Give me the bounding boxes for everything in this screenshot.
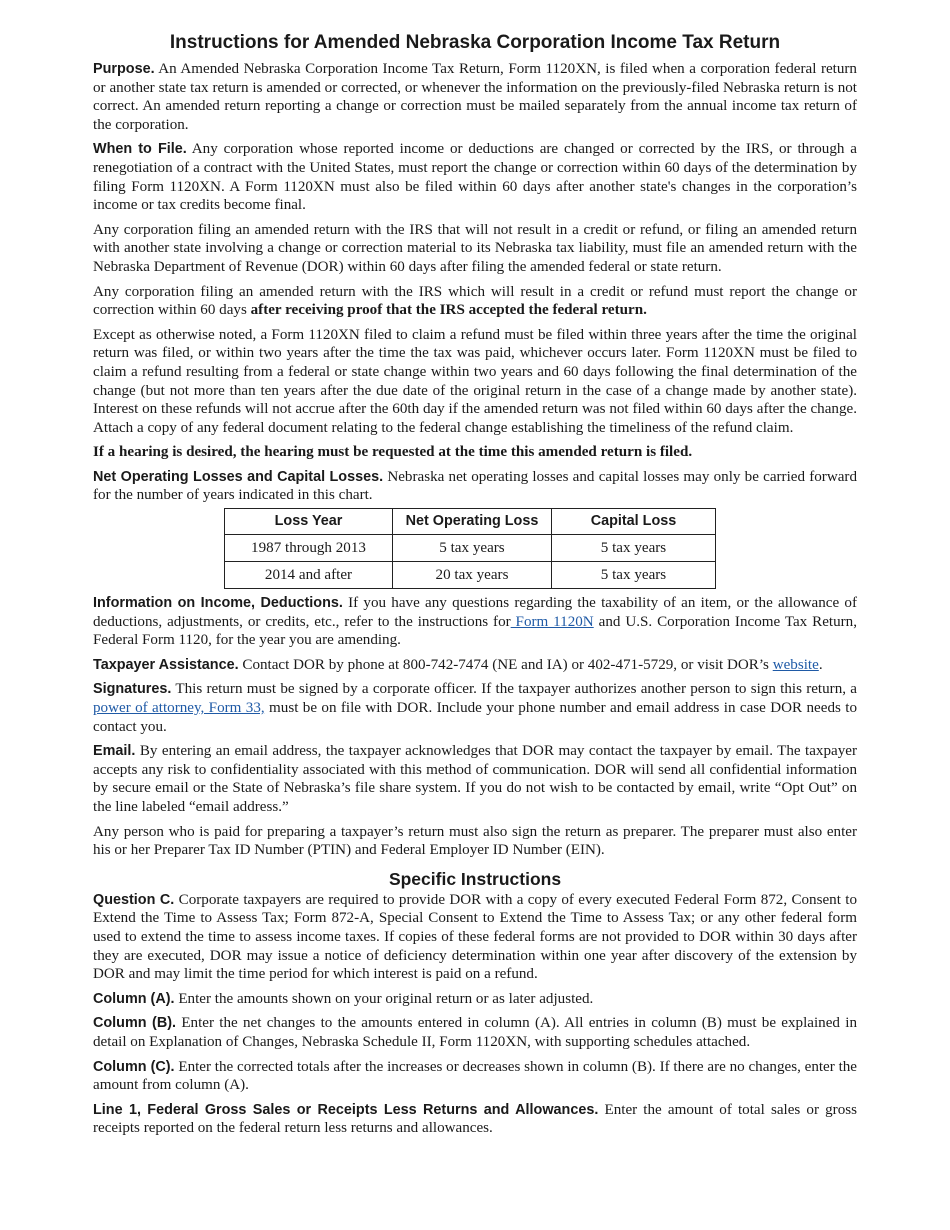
purpose-label: Purpose. (93, 61, 155, 77)
dor-website-link[interactable]: website (772, 656, 819, 673)
table-header-row (225, 509, 716, 535)
question-c-text: Corporate taxpayers are required to provide DOR with a copy of every executed Federal Form 872, Consent to Extend the Time to Assess Tax; Form 872-A, Special Consent to Extend the Time to Assess Tax; or any other federal form used to extend the time to assess income taxes. If copies of these federal forms are not provided to DOR within 30 days after they are executed, DOR may issue a notice of deficiency determination within one year after discovery of the extension by DOR and may limit the time period for which interest is paid on a refund. (93, 891, 857, 983)
column-a-paragraph (93, 990, 857, 1009)
power-of-attorney-link[interactable]: power of attorney, Form 33, (93, 700, 265, 717)
column-b-label: Column (B). (93, 1015, 177, 1032)
when-to-file-label: When to File. (93, 141, 187, 158)
table-header: Loss Year (225, 509, 393, 535)
table-header: Net Operating Loss (393, 509, 552, 535)
form-1120n-link[interactable]: Form 1120N (510, 613, 594, 630)
table-row (225, 535, 716, 562)
signatures-text: This return must be signed by a corporate officer. If the taxpayer authorizes another person to sign this return, a (175, 681, 857, 698)
table-row (225, 562, 716, 589)
table-cell: 5 tax years (393, 535, 552, 562)
taxpayer-assistance-text: Contact DOR by phone at 800-742-7474 (NE and IA) or 402-471-5729, or visit DOR’s (242, 656, 769, 673)
when-to-file-paragraph (93, 140, 857, 214)
document-body (93, 31, 857, 1144)
when-to-file-text: Any corporation whose reported income or deductions are changed or corrected by the IRS, or through a renegotiation of a contract with the United States, must report the change or correction within 60 days of the determination by filing Form 1120XN. A Form 1120XN must also be filed within 60 days after another state's changes in the corporation’s income or tax credits become final. (93, 141, 857, 214)
email-text: By entering an email address, the taxpayer acknowledges that DOR may contact the taxpayer by email. The taxpayer accepts any risk to confidentiality associated with this method of communication. DOR will send all confidential information by secure email or the State of Nebraska’s file share system. If you do not wish to be contacted by email, write “Opt Out” on the line labeled “email address.” (93, 743, 857, 815)
table-cell: 5 tax years (552, 562, 716, 589)
signatures-paragraph (93, 680, 857, 736)
taxpayer-assistance-paragraph (93, 656, 857, 675)
signatures-label: Signatures. (93, 681, 172, 698)
line-1-paragraph (93, 1101, 857, 1138)
email-label: Email. (93, 743, 136, 760)
taxpayer-assistance-period: . (818, 656, 823, 673)
purpose-text: An Amended Nebraska Corporation Income Tax Return, Form 1120XN, is filed when a corporation federal return or another state tax return is amended or corrected, or whenever the information on the previously-filed Nebraska return is not correct. An amended return reporting a change or correction must be mailed separately from the annual income tax return of the corporation. (93, 61, 857, 133)
amended-irs-refund-text: Any corporation filing an amended return with the IRS which will result in a credit or refund must report the change or correction within 60 days (93, 283, 857, 319)
hearing-notice: If a hearing is desired, the hearing must be requested at the time this amended return is filed. (93, 444, 693, 461)
table-cell: 5 tax years (552, 535, 716, 562)
column-c-label: Column (C). (93, 1058, 175, 1075)
refund-claim-paragraph: Except as otherwise noted, a Form 1120XN filed to claim a refund must be filed within three years after the time the original return was filed, or within two years after the time the tax was paid, whichever occurs later. Form 1120XN must be filed to claim a refund resulting from a federal or state change within two years and 60 days following the final determination of the change (but not more than ten years after the due date of the original return in the case of a change made by another state). Interest on these refunds will not accrue after the 60th day if the amended return was not filed within 60 days after the change. Attach a copy of any federal document relating to the federal change establishing the timeliness of the refund claim. (93, 326, 857, 436)
nol-label: Net Operating Losses and Capital Losses. (93, 468, 384, 485)
table-cell: 2014 and after (225, 562, 393, 589)
column-a-label: Column (A). (93, 990, 175, 1007)
nol-paragraph (93, 468, 857, 505)
loss-carryforward-table (224, 508, 716, 589)
nol-text: Nebraska net operating losses and capital losses may only be carried forward for the number of years indicated in this chart. (93, 468, 858, 504)
amended-irs-refund-paragraph (93, 283, 857, 320)
purpose-paragraph (93, 60, 857, 134)
info-income-text: If you have any questions regarding the taxability of an item, or the allowance of deductions, adjustments, or credits, etc., refer to the instructions for (93, 595, 858, 630)
table-cell: 20 tax years (393, 562, 552, 589)
signatures-text-after: must be on file with DOR. Include your phone number and email address in case DOR needs to contact you. (93, 700, 857, 735)
specific-instructions-title: Specific Instructions (388, 868, 562, 889)
column-a-text: Enter the amounts shown on your original return or as later adjusted. (178, 990, 594, 1007)
page-title: Instructions for Amended Nebraska Corporation Income Tax Return (169, 32, 781, 53)
table-cell: 1987 through 2013 (225, 535, 393, 562)
taxpayer-assistance-label: Taxpayer Assistance. (93, 656, 239, 673)
info-income-text-after: and U.S. Corporation Income Tax Return, Federal Form 1120, for the year you are amending. (93, 613, 857, 649)
info-income-paragraph (93, 594, 857, 650)
info-income-label: Information on Income, Deductions. (93, 595, 343, 612)
email-paragraph (93, 742, 857, 816)
preparer-paragraph: Any person who is paid for preparing a taxpayer’s return must also sign the return as preparer. The preparer must also enter his or her Preparer Tax ID Number (PTIN) and Federal Employer ID Number (EIN). (93, 823, 857, 859)
column-b-paragraph (93, 1014, 857, 1051)
line-1-label: Line 1, Federal Gross Sales or Receipts Less Returns and Allowances. (93, 1101, 599, 1118)
question-c-label: Question C. (93, 891, 175, 908)
amended-irs-no-refund-paragraph: Any corporation filing an amended return with the IRS that will not result in a credit or refund, or filing an amended return with another state involving a change or correction material to its Nebraska tax liability, must file an amended return with the Nebraska Department of Revenue (DOR) within 60 days after filing the amended federal or state return. (93, 221, 857, 275)
line-1-text: Enter the amount of total sales or gross receipts reported on the federal return less returns and allowances. (93, 1101, 858, 1137)
column-b-text: Enter the net changes to the amounts entered in column (A). All entries in column (B) must be explained in detail on Explanation of Changes, Nebraska Schedule II, Form 1120XN, with supporting schedules attached. (93, 1015, 857, 1050)
amended-irs-refund-bold: after receiving proof that the IRS accepted the federal return. (250, 302, 647, 319)
question-c-paragraph (93, 891, 857, 984)
table-header: Capital Loss (552, 509, 716, 535)
column-c-paragraph (93, 1058, 857, 1095)
column-c-text: Enter the corrected totals after the increases or decreases shown in column (B). If there are no changes, enter the amount from column (A). (93, 1058, 858, 1094)
